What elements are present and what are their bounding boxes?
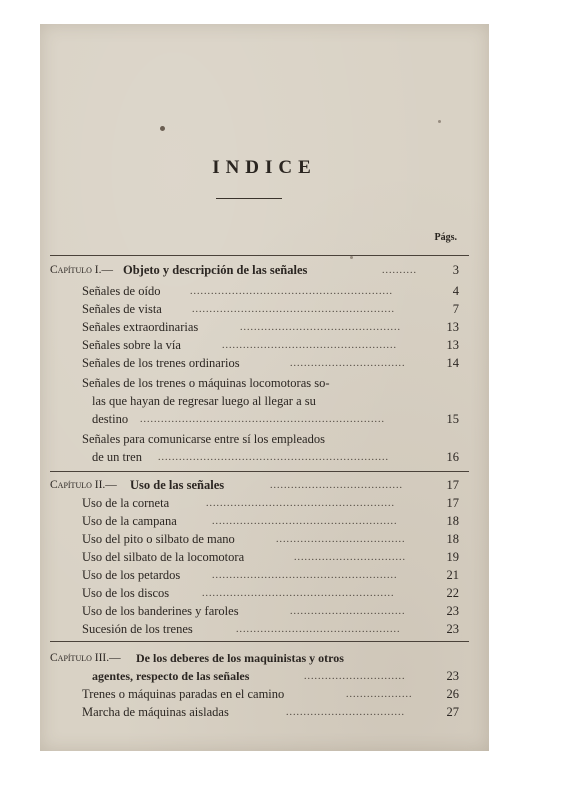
leader-dots: ..................................................................: [158, 452, 389, 463]
page-number: 13: [446, 320, 459, 334]
leader-dots: .....................................: [276, 534, 406, 545]
leader-dots: ......................................: [270, 480, 403, 491]
leader-dots: ................................: [294, 552, 406, 563]
list-item: [40, 337, 489, 354]
chapter-heading: [40, 477, 489, 494]
list-item: [40, 431, 489, 448]
list-item: [40, 585, 489, 602]
leader-dots: ...................: [346, 689, 413, 700]
page-number: 23: [446, 669, 459, 683]
index-title: INDICE: [212, 157, 317, 178]
chapter-label: Capítulo II.—: [50, 479, 117, 491]
ink-speck: [160, 126, 165, 131]
leader-dots: ...............................................: [236, 624, 401, 635]
page-number: 18: [446, 532, 459, 546]
list-item: [40, 355, 489, 372]
entry-text: Marcha de máquinas aisladas: [82, 705, 229, 719]
entry-text: Señales de los trenes ordinarios: [82, 356, 240, 370]
entry-text: Uso del pito o silbato de mano: [82, 532, 235, 546]
entry-text: Uso de la campana: [82, 514, 177, 528]
entry-text: Uso de los banderines y faroles: [82, 604, 239, 618]
leader-dots: ......................................................: [206, 498, 395, 509]
page-number: 19: [446, 550, 459, 564]
list-item: [40, 495, 489, 512]
entry-text: Señales de vista: [82, 302, 162, 316]
leader-dots: .......................................................: [202, 588, 395, 599]
list-item: [40, 621, 489, 638]
entry-text: Señales para comunicarse entre sí los empleados: [82, 432, 325, 446]
entry-text: Sucesión de los trenes: [82, 622, 193, 636]
leader-dots: .................................: [290, 606, 406, 617]
chapter-title: agentes, respecto de las señales: [92, 669, 250, 683]
entry-text: Señales de oído: [82, 284, 161, 298]
entry-text: Uso de los petardos: [82, 568, 181, 582]
list-item: [40, 686, 489, 703]
chapter-separator: [50, 641, 469, 642]
list-item: [40, 603, 489, 620]
chapter-title: De los deberes de los maquinistas y otros: [136, 651, 344, 665]
entry-text: Trenes o máquinas paradas en el camino: [82, 687, 285, 701]
ink-speck: [350, 256, 353, 259]
entry-text: Señales sobre la vía: [82, 338, 181, 352]
list-item: [40, 549, 489, 566]
leader-dots: .....................................................: [212, 516, 398, 527]
page-number: 13: [446, 338, 459, 352]
chapter-separator: [50, 471, 469, 472]
list-item: [40, 301, 489, 318]
page-number: 15: [446, 412, 459, 426]
entry-text: Uso de los discos: [82, 586, 170, 600]
leader-dots: .....................................................: [212, 570, 398, 581]
entry-text: Uso de la corneta: [82, 496, 170, 510]
entry-text: destino: [92, 412, 129, 426]
entry-text: las que hayan de regresar luego al llegar a su: [92, 394, 316, 408]
chapter-title: Uso de las señales: [130, 478, 225, 492]
chapter-label: Capítulo III.—: [50, 652, 121, 664]
list-item: [40, 283, 489, 300]
entry-text: Señales extraordinarias: [82, 320, 199, 334]
list-item: [40, 449, 489, 466]
list-item: [40, 393, 489, 410]
page-number: 14: [446, 356, 459, 370]
chapter-heading: [40, 650, 489, 667]
chapter-heading: [40, 668, 489, 685]
leader-dots: ......................................................................: [140, 414, 385, 425]
pages-header: Págs.: [434, 232, 457, 243]
list-item: [40, 567, 489, 584]
page-number: 23: [446, 604, 459, 618]
entry-text: Señales de los trenes o máquinas locomotoras so-: [82, 376, 330, 390]
page-number: 17: [446, 478, 459, 492]
list-item: [40, 704, 489, 721]
page-number: 21: [446, 568, 459, 582]
page-number: 22: [446, 586, 459, 600]
list-item: [40, 531, 489, 548]
entry-text: Uso del silbato de la locomotora: [82, 550, 245, 564]
list-item: [40, 411, 489, 428]
ink-speck: [438, 120, 441, 123]
book-page: [40, 24, 489, 751]
page-number: 7: [452, 302, 459, 316]
title-underline: [216, 198, 282, 199]
leader-dots: .................................: [290, 358, 406, 369]
page-number: 17: [446, 496, 459, 510]
leader-dots: ..................................................: [222, 340, 397, 351]
page-number: 27: [446, 705, 459, 719]
leader-dots: ..........: [382, 265, 417, 276]
page-number: 23: [446, 622, 459, 636]
leader-dots: ..........................................................: [192, 304, 395, 315]
leader-dots: ..................................: [286, 707, 405, 718]
page-number: 3: [452, 263, 459, 277]
leader-dots: .............................: [304, 671, 406, 682]
leader-dots: ..........................................................: [190, 286, 393, 297]
chapter-title: Objeto y descripción de las señales: [123, 263, 308, 277]
page-number: 4: [452, 284, 459, 298]
list-item: [40, 319, 489, 336]
page-number: 16: [446, 450, 459, 464]
list-item: [40, 375, 489, 392]
page-number: 18: [446, 514, 459, 528]
list-item: [40, 513, 489, 530]
page-number: 26: [446, 687, 459, 701]
chapter-label: Capítulo I.—: [50, 264, 113, 276]
chapter-heading: [40, 262, 489, 279]
leader-dots: ..............................................: [240, 322, 401, 333]
top-separator: [50, 255, 469, 256]
entry-text: de un tren: [92, 450, 142, 464]
